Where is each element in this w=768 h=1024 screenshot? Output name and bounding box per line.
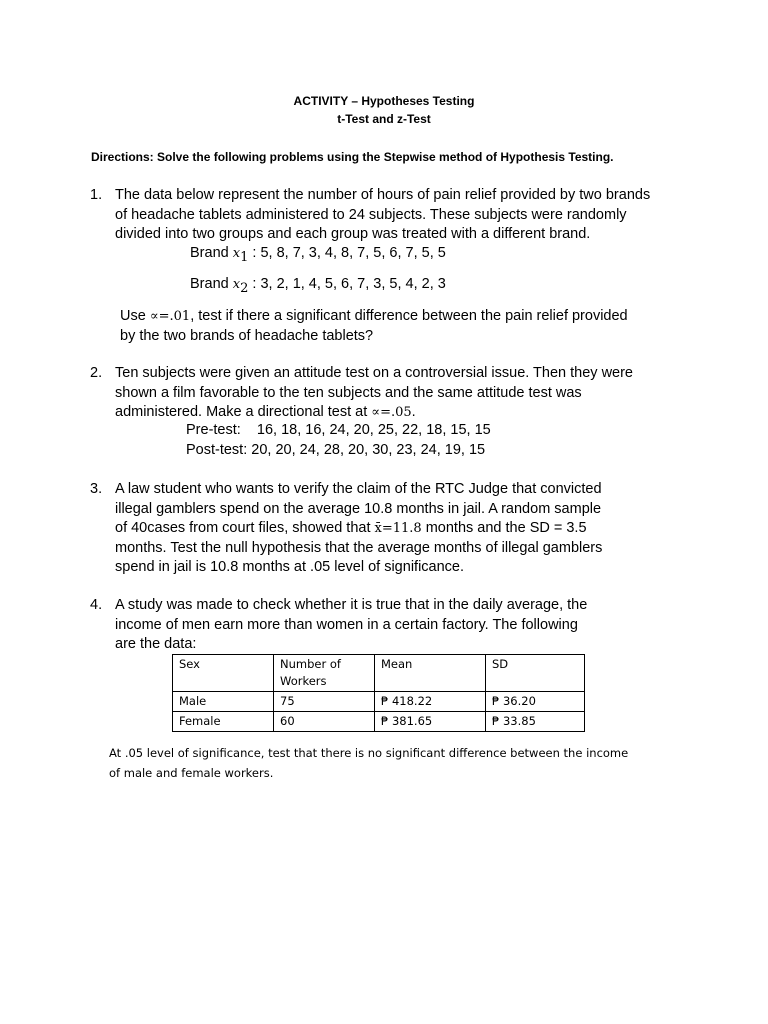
text-line: Ten subjects were given an attitude test on a controversial issue. Then they were bbox=[115, 365, 633, 381]
pretest-label: Pre-test: bbox=[186, 422, 241, 438]
table-header: SD bbox=[486, 655, 585, 692]
question-number: 3. bbox=[90, 481, 103, 497]
posttest-values: 20, 20, 24, 28, 20, 30, 23, 24, 19, 15 bbox=[251, 442, 486, 458]
xbar-expression: x̄=11.8 bbox=[374, 521, 422, 536]
text-line: illegal gamblers spend on the average 10.8 months in jail. A random sample bbox=[115, 500, 602, 517]
table-cell: ₱ 381.65 bbox=[375, 712, 486, 732]
table-cell: Male bbox=[173, 692, 274, 712]
use-prefix: Use bbox=[120, 308, 150, 324]
table-cell: ₱ 418.22 bbox=[375, 692, 486, 712]
alpha-expression: ∝=.05 bbox=[371, 405, 412, 420]
text-line: A study was made to check whether it is true that in the daily average, the bbox=[115, 597, 588, 613]
table-cell: 75 bbox=[274, 692, 375, 712]
table-row bbox=[173, 692, 585, 712]
header-text: Number of Workers bbox=[280, 657, 341, 688]
table-header-row bbox=[173, 655, 585, 692]
question-text bbox=[115, 364, 633, 423]
x2-subscript: 2 bbox=[240, 280, 249, 296]
question-number: 2. bbox=[90, 365, 103, 381]
q4-note bbox=[109, 744, 628, 783]
x2-symbol: x bbox=[232, 277, 241, 292]
x1-subscript: 1 bbox=[240, 249, 249, 265]
text-line: of headache tablets administered to 24 subjects. These subjects were randomly bbox=[115, 206, 627, 223]
pretest-line bbox=[186, 422, 491, 438]
text-line: shown a film favorable to the ten subjects and the same attitude test was bbox=[115, 384, 582, 401]
table-cell: Female bbox=[173, 712, 274, 732]
table-header bbox=[274, 655, 375, 692]
pretest-values: 16, 18, 16, 24, 20, 25, 22, 18, 15, 15 bbox=[256, 422, 491, 438]
brand-label: Brand bbox=[190, 245, 229, 261]
posttest-label: Post-test: bbox=[186, 442, 248, 458]
text-line: A law student who wants to verify the claim of the RTC Judge that convicted bbox=[115, 481, 602, 497]
x1-values: : 5, 8, 7, 3, 4, 8, 7, 5, 6, 7, 5, 5 bbox=[252, 245, 446, 261]
text-line bbox=[115, 403, 633, 423]
text-line bbox=[115, 519, 602, 539]
table-cell: ₱ 33.85 bbox=[486, 712, 585, 732]
table-header: Sex bbox=[173, 655, 274, 692]
text-line: divided into two groups and each group was treated with a different brand. bbox=[115, 226, 591, 242]
table-cell: ₱ 36.20 bbox=[486, 692, 585, 712]
question-text bbox=[115, 480, 602, 578]
x2-values: : 3, 2, 1, 4, 5, 6, 7, 3, 5, 4, 2, 3 bbox=[252, 276, 446, 292]
text-line: At .05 level of significance, test that there is no significant difference between the income bbox=[109, 746, 629, 760]
page-title: ACTIVITY – Hypotheses Testing bbox=[293, 94, 475, 108]
line-suffix: . bbox=[411, 404, 416, 420]
line-prefix: administered. Make a directional test at bbox=[115, 404, 372, 420]
brand-label: Brand bbox=[190, 276, 229, 292]
table-cell: 60 bbox=[274, 712, 375, 732]
question-number: 4. bbox=[90, 597, 103, 613]
income-table bbox=[172, 654, 585, 732]
text-line: by the two brands of headache tablets? bbox=[120, 327, 374, 344]
alpha-expression: ∝=.01 bbox=[149, 309, 191, 324]
directions: Directions: Solve the following problems using the Stepwise method of Hypothesis Testing. bbox=[91, 150, 614, 164]
use-rest: , test if there a significant difference between the pain relief provided bbox=[190, 308, 628, 324]
brand-x1-line bbox=[190, 245, 446, 265]
table-row bbox=[173, 712, 585, 732]
brand-x2-line bbox=[190, 276, 446, 296]
text-line: of male and female workers. bbox=[109, 765, 274, 780]
question-text bbox=[115, 596, 587, 655]
question-number: 1. bbox=[90, 187, 103, 203]
line-prefix: of 40cases from court files, showed that bbox=[115, 520, 375, 536]
page-subtitle: t-Test and z-Test bbox=[337, 112, 431, 126]
text-line: spend in jail is 10.8 months at .05 level of significance. bbox=[115, 559, 465, 575]
posttest-line bbox=[186, 442, 485, 458]
text-line: months. Test the null hypothesis that the average months of illegal gamblers bbox=[115, 539, 603, 556]
text-line: income of men earn more than women in a certain factory. The following bbox=[115, 616, 578, 633]
x1-symbol: x bbox=[232, 246, 241, 261]
line-suffix: months and the SD = 3.5 bbox=[421, 520, 587, 536]
text-line bbox=[120, 307, 628, 327]
text-line: The data below represent the number of hours of pain relief provided by two brands bbox=[115, 187, 651, 203]
question-text bbox=[115, 186, 650, 245]
table-header: Mean bbox=[375, 655, 486, 692]
text-line: are the data: bbox=[115, 636, 197, 652]
q1-use-paragraph bbox=[120, 307, 628, 346]
